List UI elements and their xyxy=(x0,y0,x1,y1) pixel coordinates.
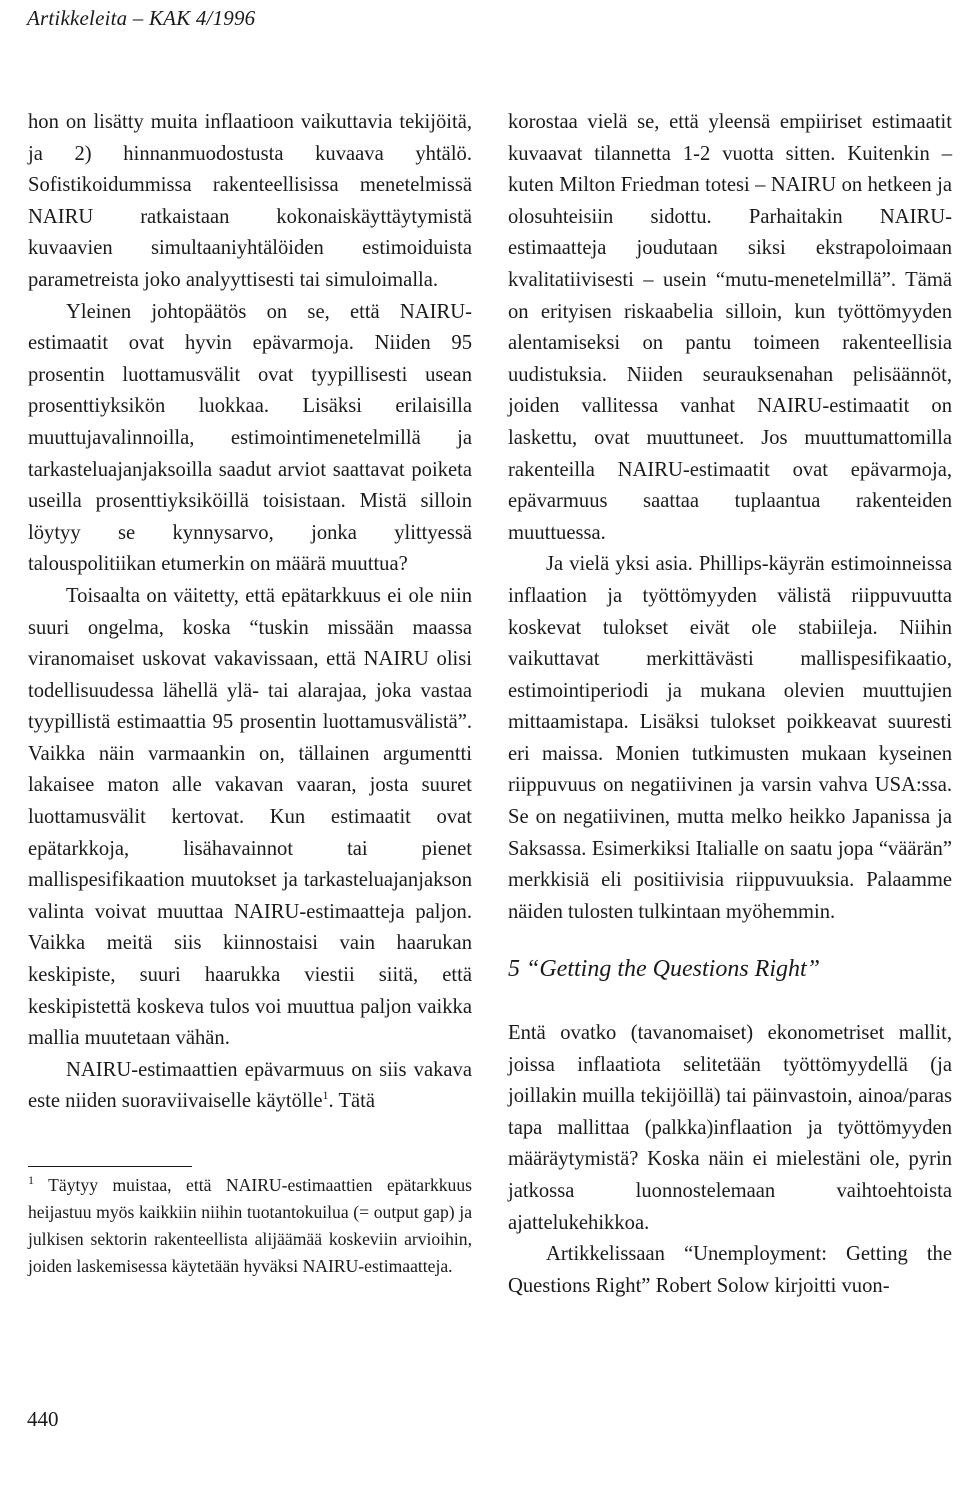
paragraph: Entä ovatko (tavanomaiset) ekonometriset mallit, joissa inflaatiota selitetään työttömyydellä (ja joillakin muilla tekijöillä) tai päinvastoin, ainoa/paras tapa mallittaa (palkka)inflaation ja työttömyyden määräytymistä? Koska näin ei mielestäni ole, pyrin jatkossa luonnostelemaan vaihtoehtoista ajattelukehikkoa. xyxy=(508,1022,952,1234)
footnote-reference[interactable]: 1 xyxy=(322,1088,329,1103)
right-column xyxy=(508,107,952,1302)
running-header: Artikkeleita – KAK 4/1996 xyxy=(27,6,256,30)
left-column xyxy=(28,107,472,1118)
footnote-divider xyxy=(28,1166,192,1167)
paragraph: Artikkelissaan “Unemployment: Getting the Questions Right” Robert Solow kirjoitti vuon- xyxy=(508,1243,952,1297)
paragraph-tail: . Tätä xyxy=(328,1090,376,1113)
paragraph: korostaa vielä se, että yleensä empiiriset estimaatit kuvaavat tilannetta 1-2 vuotta sitten. Kuitenkin – kuten Milton Friedman totesi – NAIRU on hetkeen ja olosuhteisiin sidottu. Parhaitakin NAIRU-estimaatteja joudutaan siksi ekstrapoloimaan kvalitatiivisesti – usein “mutu-menetelmillä”. Tämä on erityisen riskaabelia silloin, kun työttömyyden alentamiseksi on pantu toimeen rakenteellisia uudistuksia. Niiden seurauksenahan pelisäännöt, joiden vallitessa vanhat NAIRU-estimaatit on laskettu, ovat muuttuneet. Jos muuttumattomilla rakenteilla NAIRU-estimaatit ovat epävarmoja, epävarmuus saattaa tuplaantua rakenteiden muuttuessa. xyxy=(508,111,952,544)
paragraph xyxy=(28,1055,472,1118)
paragraph-text: NAIRU-estimaattien epävarmuus on siis vakava este niiden suoraviivaiselle käytölle xyxy=(28,1058,472,1113)
paragraph: Toisaalta on väitetty, että epätarkkuus ei ole niin suuri ongelma, koska “tuskin missään maassa viranomaiset uskovat vakavissaan, että NAIRU olisi todellisuudessa lähellä ylä- tai alarajaa, joka vastaa tyypillistä estimaattia 95 prosentin luottamusvälistä”. Vaikka näin varmaankin on, tällainen argumentti lakaisee maton alle vakavan vaaran, josta suuret luottamusvälit kertovat. Kun estimaatit ovat epätarkkoja, lisähavainnot tai pienet mallispesifikaation muutokset ja tarkasteluajanjakson valinta voivat muuttaa NAIRU-estimaatteja paljon. Vaikka meitä siis kiinnostaisi vain haarukan keskipiste, suuri haarukka viestii siitä, että keskipistettä koskeva tulos voi muuttua paljon vaikka mallia muutetaan vähän. xyxy=(28,584,472,1050)
section-heading: 5 “Getting the Questions Right” xyxy=(508,956,820,983)
footnote xyxy=(28,1172,472,1280)
page-number: 440 xyxy=(27,1407,59,1431)
paragraph: Ja vielä yksi asia. Phillips-käyrän estimoinneissa inflaation ja työttömyyden välistä riippuvuutta koskevat tulokset eivät ole stabiileja. Niihin vaikuttavat merkittävästi mallispesifikaatio, estimointiperiodi ja mukana olevien muuttujien mittaamistapa. Lisäksi tulokset poikkeavat suuresti eri maissa. Monien tutkimusten mukaan kyseinen riippuvuus on negatiivinen ja varsin vahva USA:ssa. Se on negatiivinen, mutta melko heikko Japanissa ja Saksassa. Esimerkiksi Italialle on saatu jopa “väärän” merkkisiä eli positiivisia riippuvuuksia. Palaamme näiden tulosten tulkintaan myöhemmin. xyxy=(508,553,952,923)
paragraph: hon on lisätty muita inflaatioon vaikuttavia tekijöitä, ja 2) hinnanmuodostusta kuvaava yhtälö. Sofistikoidummissa rakenteellisissa menetelmissä NAIRU ratkaistaan kokonaiskäyttäytymistä kuvaavien simultaaniyhtälöiden estimoiduista parametreista joko analyyttisesti tai simuloimalla. xyxy=(28,111,472,291)
footnote-text: Täytyy muistaa, että NAIRU-estimaattien epätarkkuus heijastuu myös kaikkiin niihin tuotantokuilua (= output gap) ja julkisen sektorin rakenteellista alijäämää koskeviin arvioihin, joiden laskemisessa käytetään hyväksi NAIRU-estimaatteja. xyxy=(28,1175,472,1276)
paragraph: Yleinen johtopäätös on se, että NAIRU-estimaatit ovat hyvin epävarmoja. Niiden 95 prosentin luottamusvälit ovat tyypillisesti usean prosenttiyksikön luokkaa. Lisäksi erilaisilla muuttujavalinnoilla, estimointimenetelmillä ja tarkasteluajanjaksoilla saadut arviot saattavat poiketa useilla prosenttiyksiköillä toisistaan. Mistä silloin löytyy se kynnysarvo, jonka ylittyessä talouspolitiikan etumerkin on määrä muuttua? xyxy=(28,300,472,576)
footnote-marker: 1 xyxy=(28,1173,34,1188)
